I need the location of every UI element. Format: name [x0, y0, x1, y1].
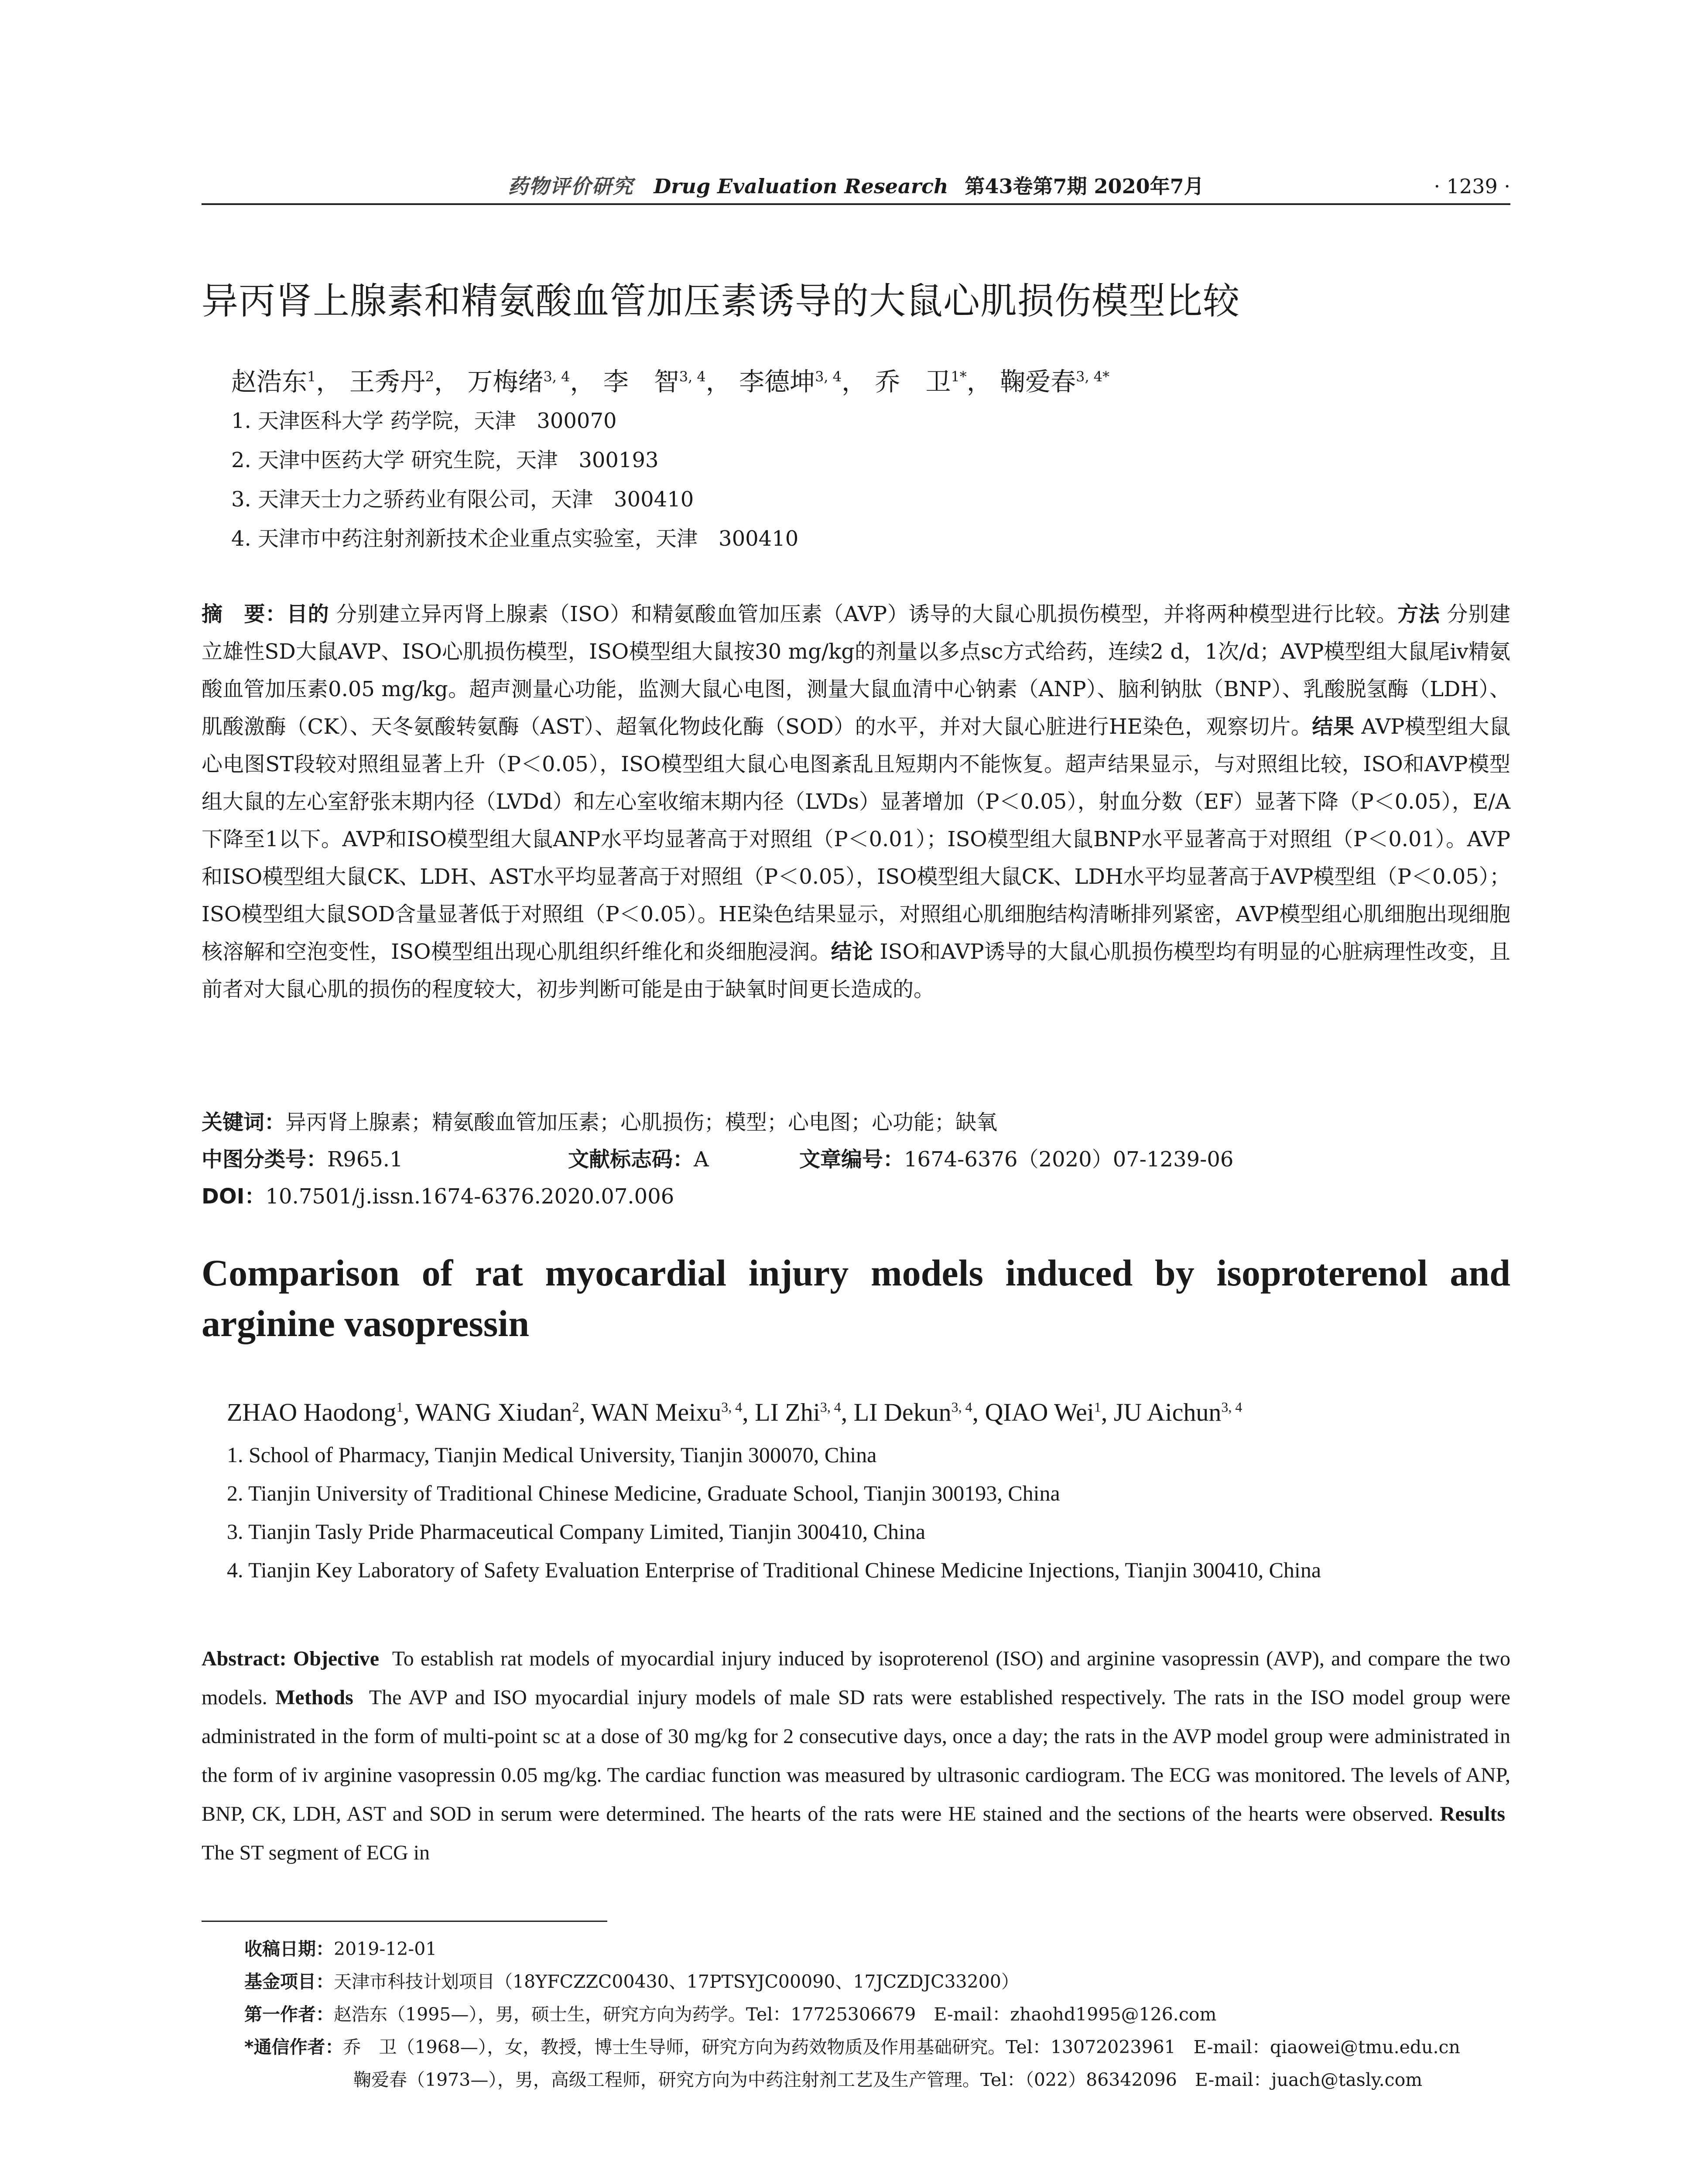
- conclusion-text: ISO和AVP诱导的大鼠心肌损伤模型均有明显的心脏病理性改变，且前者对大鼠心肌的损伤的程度较大，初步判断可能是由于缺氧时间更长造成的。: [202, 940, 1510, 1002]
- keywords-text: 异丙肾上腺素；精氨酸血管加压素；心肌损伤；模型；心电图；心功能；缺氧: [285, 1110, 998, 1135]
- doi-value: 10.7501/j.issn.1674-6376.2020.07.006: [265, 1184, 674, 1209]
- results-en-text: The ST segment of ECG in: [202, 1841, 430, 1864]
- author: 赵浩东$^1$: [231, 367, 316, 397]
- affiliation-en-3: 3. Tianjin Tasly Pride Pharmaceutical Company Limited, Tianjin 300410, China: [227, 1519, 926, 1544]
- abstract-cn: [202, 595, 1510, 1008]
- article-no-value: 1674-6376（2020）07-1239-06: [904, 1147, 1234, 1172]
- footnote-rule: [202, 1921, 607, 1922]
- author: 鞠爱春$^{3, 4*}$: [1000, 367, 1109, 397]
- author: 李德坤$^{3, 4}$: [739, 367, 842, 397]
- footnote-received: 收稿日期：2019-12-01: [244, 1938, 437, 1959]
- affiliation-en-2: 2. Tianjin University of Traditional Chinese Medicine, Graduate School, Tianjin 300193, China: [227, 1481, 1060, 1505]
- conclusion-label: 结论: [831, 940, 873, 964]
- title-en: Comparison of rat myocardial injury models induced by isoproterenol and arginine vasopressin: [202, 1252, 1510, 1344]
- author: LI Dekun$^{3, 4}$: [853, 1398, 972, 1426]
- affiliation-cn-3: 3. 天津天士力之骄药业有限公司，天津 300410: [231, 487, 694, 512]
- author: WANG Xiudan$^2$: [415, 1398, 579, 1426]
- journal-logo: 药物评价研究: [508, 174, 634, 198]
- objective-en-text: To establish rat models of myocardial injury induced by isoproterenol (ISO) and arginine vasopressin (AVP), and compare the two models.: [202, 1647, 1511, 1709]
- results-text: AVP模型组大鼠心电图ST段较对照组显著上升（P＜0.05），ISO模型组大鼠心电图紊乱且短期内不能恢复。超声结果显示，与对照组比较，ISO和AVP模型组大鼠的左心室舒张末期内径（LVDd）和左心室收缩末期内径（LVDs）显著增加（P＜0.05），射血分数（EF）显著下降（P＜0.05），E/A下降至1以下。AVP和ISO模型组大鼠ANP水平均显著高于对照组（P＜0.01）；ISO模型组大鼠BNP水平显著高于对照组（P＜0.01）。AVP和ISO模型组大鼠CK、LDH、AST水平均显著高于对照组（P＜0.05），ISO模型组大鼠CK、LDH水平均显著高于AVP模型组（P＜0.05）；ISO模型组大鼠SOD含量显著低于对照组（P＜0.05）。HE染色结果显示，对照组心肌细胞结构清晰排列紧密，AVP模型组心肌细胞出现细胞核溶解和空泡变性，ISO模型组出现心肌组织纤维化和炎细胞浸润。: [202, 714, 1510, 964]
- author: 万梅绪$^{3, 4}$: [467, 367, 570, 397]
- footnote-first-author: 第一作者：赵浩东（1995—），男，硕士生，研究方向为药学。Tel：17725306679 E-mail：zhaohd1995@126.com: [244, 2004, 1217, 2025]
- affiliation-en-4: 4. Tianjin Key Laboratory of Safety Evaluation Enterprise of Traditional Chinese Medicine Injections, Tianjin 300410, China: [227, 1558, 1321, 1582]
- authors-cn: 赵浩东$^1$， 王秀丹$^2$， 万梅绪$^{3, 4}$， 李 智$^{3, 4}$， 李德坤$^{3, 4}$， 乔 卫$^{1*}$， 鞠爱春$^{3, 4*}$: [231, 367, 1109, 397]
- author: 乔 卫$^{1*}$: [875, 367, 967, 397]
- doc-code-label: 文献标志码：: [568, 1147, 694, 1172]
- author: JU Aichun$^{3, 4}$: [1113, 1398, 1242, 1426]
- footnote-fund: 基金项目：天津市科技计划项目（18YFCZZC00430、17PTSYJC00090、17JCZDJC33200）: [244, 1971, 1019, 1992]
- page-number: · 1239 ·: [1434, 174, 1510, 198]
- journal-name: Drug Evaluation Research: [654, 174, 948, 198]
- methods-text: 分别建立雄性SD大鼠AVP、ISO心肌损伤模型，ISO模型组大鼠按30 mg/kg的剂量以多点sc方式给药，连续2 d，1次/d；AVP模型组大鼠尾iv精氨酸血管加压素0.05 mg/kg。超声测量心功能，监测大鼠心电图，测量大鼠血清中心钠素（ANP）、脑利钠肽（BNP）、乳酸脱氢酶（LDH）、肌酸激酶（CK）、天冬氨酸转氨酶（AST）、超氧化物歧化酶（SOD）的水平，并对大鼠心脏进行HE染色，观察切片。: [202, 602, 1510, 739]
- keywords-cn: [202, 1104, 1510, 1141]
- clc-label: 中图分类号：: [202, 1147, 328, 1172]
- article-no-label: 文章编号：: [799, 1147, 904, 1172]
- footnote-corresponding: *通信作者：乔 卫（1968—），女，教授，博士生导师，研究方向为药效物质及作用基础研究。Tel：13072023961 E-mail：qiaowei@tmu.edu.cn: [244, 2037, 1460, 2058]
- title-cn: 异丙肾上腺素和精氨酸血管加压素诱导的大鼠心肌损伤模型比较: [202, 280, 1240, 322]
- author: LI Zhi$^{3, 4}$: [755, 1398, 841, 1426]
- header-rule: [202, 203, 1510, 205]
- affiliation-cn-2: 2. 天津中医药大学 研究生院，天津 300193: [231, 448, 659, 472]
- author: QIAO Wei$^1$: [985, 1398, 1101, 1426]
- objective-en-label: Objective: [293, 1647, 380, 1670]
- affiliation-cn-4: 4. 天津市中药注射剂新技术企业重点实验室，天津 300410: [231, 526, 799, 551]
- methods-en-text: The AVP and ISO myocardial injury models of male SD rats were established respectively. The rats in the ISO model group were administrated in the form of multi-point sc at a dose of 30 mg/kg for 2 consecutive days, once a day; the rats in the AVP model group were administrated in the form of iv arginine vasopressin 0.05 mg/kg. The cardiac function was measured by ultrasonic cardiogram. The ECG was monitored. The levels of ANP, BNP, CK, LDH, AST and SOD in serum were determined. The hearts of the rats were HE stained and the sections of the hearts were observed.: [202, 1686, 1510, 1825]
- objective-label: 目的: [286, 602, 329, 626]
- abstract-en: [202, 1639, 1510, 1872]
- methods-label: 方法: [1397, 602, 1440, 626]
- affiliation-cn-1: 1. 天津医科大学 药学院，天津 300070: [231, 409, 617, 433]
- clc-value: R965.1: [327, 1147, 403, 1172]
- abstract-en-label: Abstract:: [202, 1647, 287, 1670]
- running-header: [202, 171, 1510, 202]
- methods-en-label: Methods: [275, 1686, 353, 1709]
- authors-en: ZHAO Haodong$^1$, WANG Xiudan$^2$, WAN Meixu$^{3, 4}$, LI Zhi$^{3, 4}$, LI Dekun$^{3, 4}$, QIAO Wei$^1$, JU Aichun$^{3, 4}$: [227, 1398, 1242, 1426]
- footnote-corresponding-2: 鞠爱春（1973—），男，高级工程师，研究方向为中药注射剂工艺及生产管理。Tel：（022）86342096 E-mail：juach@tasly.com: [353, 2069, 1423, 2090]
- doi-label: DOI：: [202, 1184, 266, 1209]
- classification-row: [202, 1141, 1510, 1178]
- keywords-label: 关键词：: [202, 1110, 286, 1135]
- affiliation-en-1: 1. School of Pharmacy, Tianjin Medical University, Tianjin 300070, China: [227, 1443, 877, 1467]
- doi-row: [202, 1178, 1510, 1215]
- abstract-label: 摘 要：: [202, 602, 287, 626]
- journal-line: [202, 171, 1510, 202]
- issue-info: 第43卷第7期 2020年7月: [965, 174, 1204, 198]
- objective-text: 分别建立异丙肾上腺素（ISO）和精氨酸血管加压素（AVP）诱导的大鼠心肌损伤模型，并将两种模型进行比较。: [336, 602, 1398, 626]
- doc-code-value: A: [694, 1147, 709, 1172]
- author: 王秀丹$^2$: [349, 367, 435, 397]
- author: WAN Meixu$^{3, 4}$: [591, 1398, 743, 1426]
- author: ZHAO Haodong$^1$: [227, 1398, 404, 1426]
- results-en-label: Results: [1440, 1802, 1506, 1825]
- author: 李 智$^{3, 4}$: [603, 367, 706, 397]
- results-label: 结果: [1312, 714, 1355, 739]
